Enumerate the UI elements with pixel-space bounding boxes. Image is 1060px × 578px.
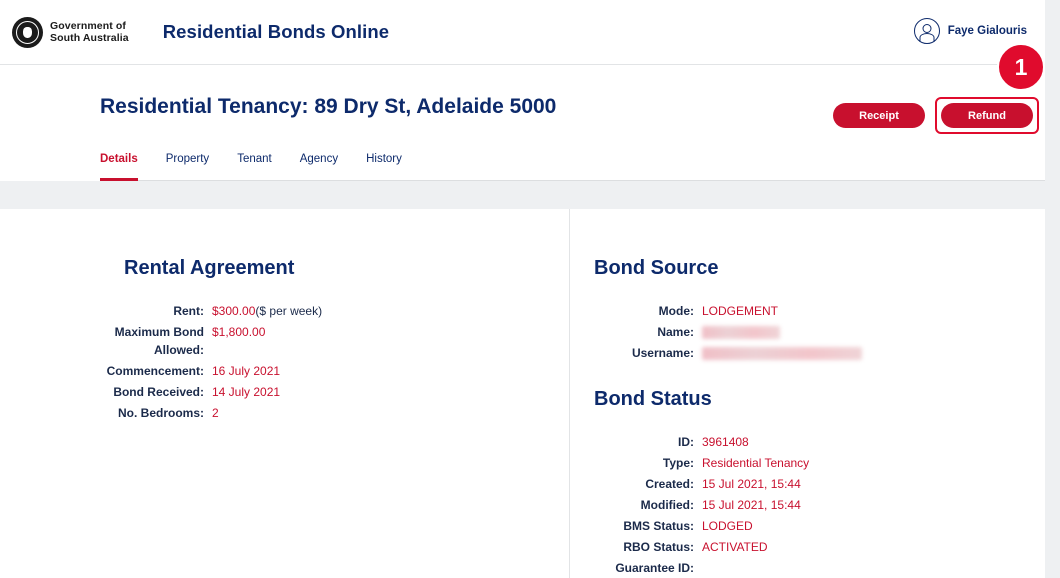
gov-line-1: Government of <box>50 20 126 32</box>
user-circle-icon <box>914 18 940 44</box>
field-username <box>594 344 1045 362</box>
field-rent-amount: $300.00 <box>212 304 256 318</box>
rental-agreement-heading: Rental Agreement <box>124 257 295 279</box>
app-title: Residential Bonds Online <box>162 21 390 42</box>
redacted-name <box>702 326 780 339</box>
redacted-username <box>702 347 862 360</box>
field-rent <box>100 302 569 320</box>
refund-button[interactable]: Refund <box>941 103 1033 128</box>
field-source-name-value <box>702 323 780 341</box>
user-name-label: Faye Gialouris <box>947 25 1027 37</box>
user-menu[interactable] <box>914 18 1027 44</box>
field-bms-status <box>594 517 1045 535</box>
field-no-bedrooms-value: 2 <box>212 406 219 420</box>
field-no-bedrooms <box>100 404 569 422</box>
gov-line-2: South Australia <box>50 32 129 44</box>
field-created <box>594 475 1045 493</box>
field-rbo-status-value: ACTIVATED <box>702 540 768 554</box>
field-type <box>594 454 1045 472</box>
field-id-label: ID: <box>678 435 694 449</box>
page-header <box>0 65 1045 143</box>
field-rent-label: Rent: <box>173 304 204 318</box>
field-guarantee-id <box>594 559 1045 577</box>
bond-info-card <box>570 209 1045 578</box>
tab-tenant[interactable]: Tenant <box>237 153 272 165</box>
field-bond-received-value: 14 July 2021 <box>212 385 281 399</box>
bond-source-heading: Bond Source <box>594 257 719 279</box>
field-bond-received <box>100 383 569 401</box>
sa-crest-icon <box>12 17 43 48</box>
field-username-label: Username: <box>631 346 694 360</box>
field-mode-label: Mode: <box>658 304 694 318</box>
receipt-button[interactable]: Receipt <box>833 103 925 128</box>
field-commencement-value: 16 July 2021 <box>212 364 281 378</box>
field-rbo-status-label: RBO Status: <box>623 540 694 554</box>
app-header <box>0 0 1045 65</box>
field-username-value <box>702 344 862 362</box>
tab-history[interactable]: History <box>366 153 402 165</box>
field-rbo-status <box>594 538 1045 556</box>
field-maximum-bond-allowed-label: Maximum Bond Allowed: <box>114 325 204 357</box>
main-content <box>0 65 1045 578</box>
field-rent-value <box>212 302 322 320</box>
government-logo-text <box>50 20 129 44</box>
field-commencement-label: Commencement: <box>106 364 204 378</box>
government-logo <box>12 17 129 48</box>
field-type-value: Residential Tenancy <box>702 456 810 470</box>
bond-status-heading: Bond Status <box>594 388 712 410</box>
field-type-label: Type: <box>662 456 694 470</box>
field-source-name <box>594 323 1045 341</box>
field-id <box>594 433 1045 451</box>
field-guarantee-id-label: Guarantee ID: <box>615 561 694 575</box>
field-no-bedrooms-label: No. Bedrooms: <box>117 406 204 420</box>
field-modified-label: Modified: <box>640 498 694 512</box>
field-source-name-label: Name: <box>657 325 694 339</box>
field-maximum-bond-allowed <box>100 323 569 359</box>
field-mode-value: LODGEMENT <box>702 304 779 318</box>
page-title: Residential Tenancy: 89 Dry St, Adelaide 5000 <box>100 95 557 118</box>
field-bms-status-value: LODGED <box>702 519 753 533</box>
refund-button-highlight <box>935 97 1039 134</box>
field-created-value: 15 Jul 2021, 15:44 <box>702 477 801 491</box>
page-actions <box>833 97 1045 134</box>
field-bms-status-label: BMS Status: <box>623 519 694 533</box>
field-bond-received-label: Bond Received: <box>113 385 204 399</box>
page-scrollbar-gutter[interactable] <box>1045 0 1060 578</box>
annotation-badge-1: 1 <box>997 43 1045 91</box>
tab-property[interactable]: Property <box>165 153 210 165</box>
field-rent-suffix: ($ per week) <box>255 304 323 318</box>
field-id-value: 3961408 <box>702 435 749 449</box>
rental-agreement-card <box>100 209 570 578</box>
field-modified-value: 15 Jul 2021, 15:44 <box>702 498 801 512</box>
field-maximum-bond-allowed-value: $1,800.00 <box>212 325 266 339</box>
field-commencement <box>100 362 569 380</box>
content-spacer <box>0 181 1045 209</box>
field-created-label: Created: <box>645 477 694 491</box>
details-panels <box>100 209 1045 578</box>
tab-bar <box>100 149 1045 181</box>
tab-details[interactable]: Details <box>100 149 152 180</box>
field-mode <box>594 302 1045 320</box>
field-modified <box>594 496 1045 514</box>
tab-agency[interactable]: Agency <box>299 153 339 165</box>
